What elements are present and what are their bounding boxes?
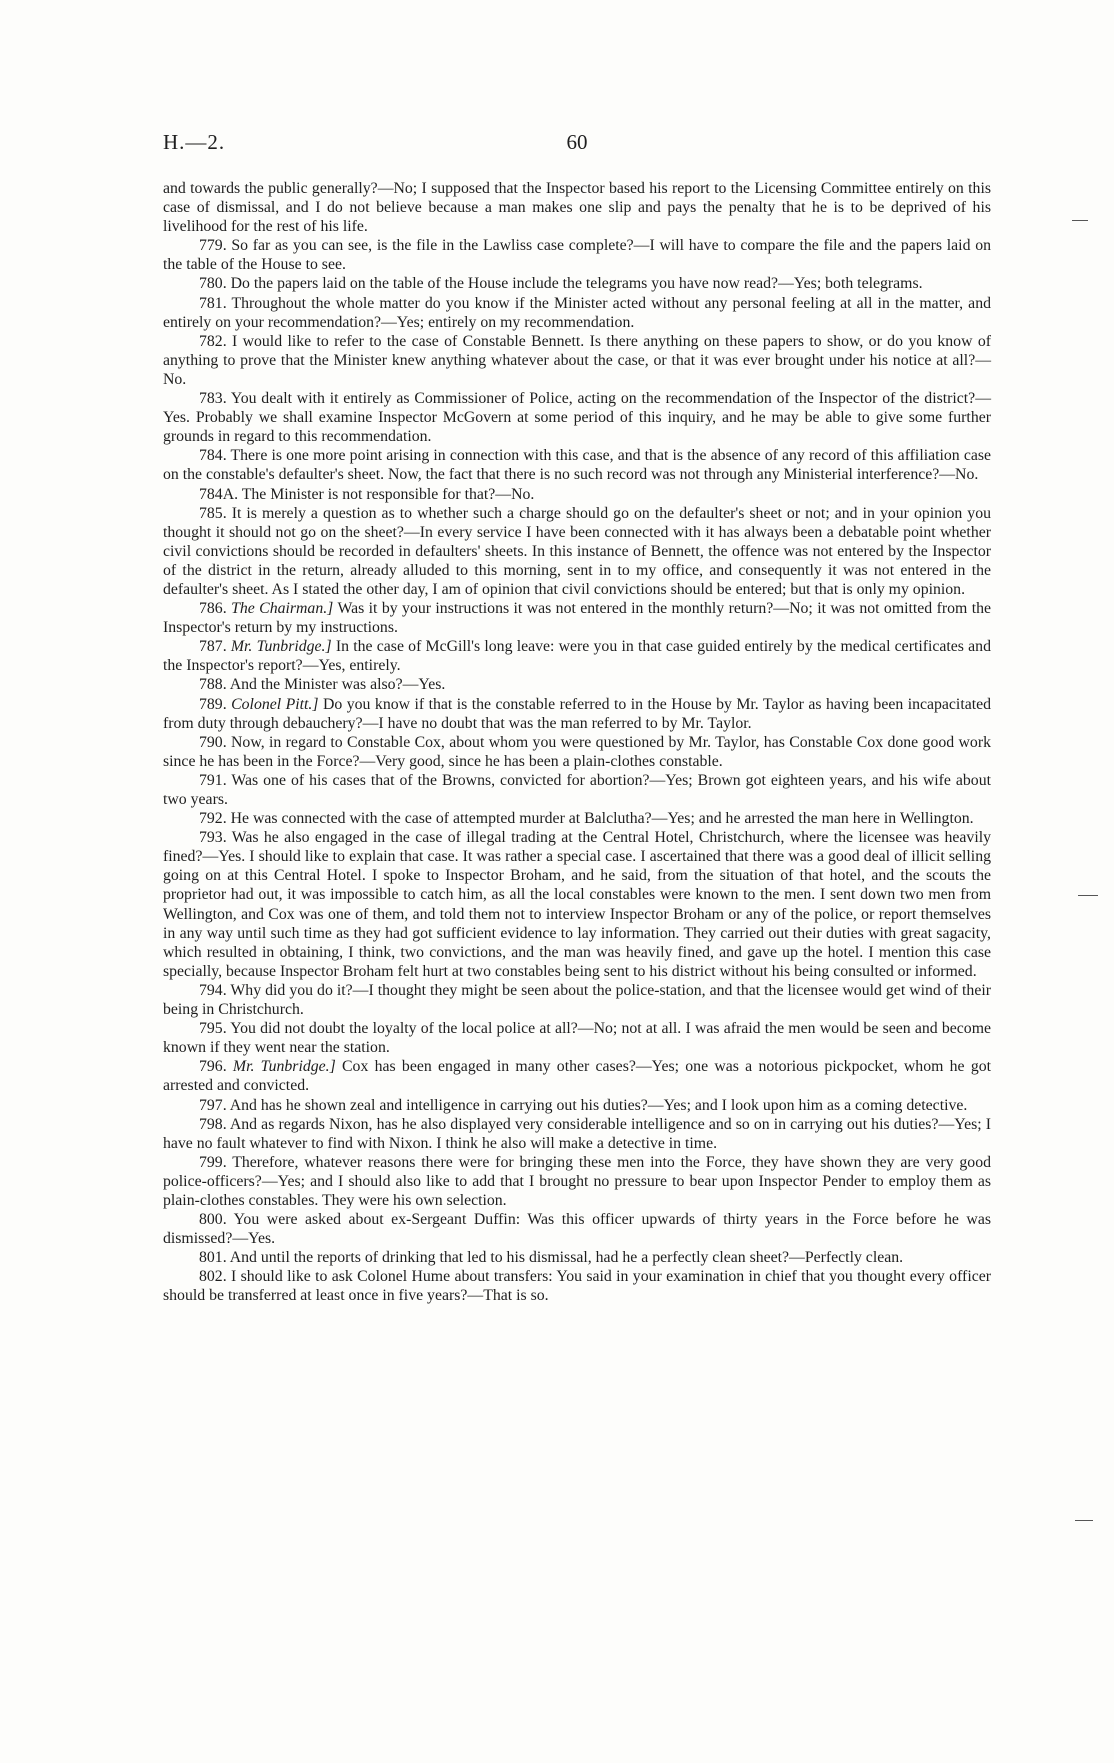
paragraph: [163, 675, 991, 694]
document-code: H.—2.: [163, 130, 226, 154]
paragraph: [163, 771, 991, 809]
paragraph-text: 781. Throughout the whole matter do you know if the Minister acted without any personal feeling at all in the matter, and entirely on your recommendation?—Yes; entirely on my recommendation.: [163, 294, 991, 331]
paragraph-text: 798. And as regards Nixon, has he also displayed very considerable intelligence and so on in carrying out his duties?—Yes; I have no fault whatever to find with Nixon. I think he also will make a detective in time.: [163, 1115, 991, 1152]
margin-mark: [1075, 1520, 1093, 1521]
paragraph-text: 783. You dealt with it entirely as Commissioner of Police, acting on the recommendation of the Inspector of the district?—Yes. Probably we shall examine Inspector McGovern at some period of this inquiry, and he may be able to give some further grounds in regard to this recommendation.: [163, 390, 991, 446]
speaker-name: The Chairman.]: [231, 600, 334, 618]
paragraph: [163, 236, 991, 274]
paragraph-text: 794. Why did you do it?—I thought they might be seen about the police-station, and that the licensee would get wind of their being in Christchurch.: [163, 981, 991, 1019]
page-header: [163, 130, 991, 160]
paragraph-text: 784. There is one more point arising in connection with this case, and that is the absence of any record of this affiliation case on the constable's defaulter's sheet. Now, the fact that there is no such record was not through any Ministerial interference?—No.: [163, 447, 991, 484]
question-number: 787.: [199, 638, 227, 656]
paragraph-text: 800. You were asked about ex-Sergeant Duffin: Was this officer upwards of thirty years in the Force before he was dismissed?—Yes.: [163, 1211, 991, 1248]
paragraph-text: 797. And has he shown zeal and intelligence in carrying out his duties?—Yes; and I look upon him as a coming detective.: [199, 1096, 968, 1114]
question-number: 789.: [199, 695, 227, 713]
body-text: [163, 179, 991, 1306]
paragraph-text: 792. He was connected with the case of attempted murder at Balclutha?—Yes; and he arrested the man here in Wellington.: [199, 810, 974, 828]
paragraph: [163, 274, 991, 293]
paragraph-text: 790. Now, in regard to Constable Cox, about whom you were questioned by Mr. Taylor, has Constable Cox done good work since he has been in the Force?—Very good, since he has been a plain-clothes constable.: [163, 733, 991, 770]
paragraph-text: 801. And until the reports of drinking that led to his dismissal, had he a perfectly clean sheet?—Perfectly clean.: [199, 1249, 904, 1267]
paragraph: [163, 446, 991, 484]
paragraph: [163, 809, 991, 828]
paragraph-text: 791. Was one of his cases that of the Browns, convicted for abortion?—Yes; Brown got eighteen years, and his wife about two years.: [163, 771, 991, 808]
paragraph-text: 799. Therefore, whatever reasons there were for bringing these men into the Force, they have shown they are very good police-officers?—Yes; and I should also like to add that I brought no pressure to bear upon Inspector Pender to employ them as plain-clothes constables. They were his own selection.: [163, 1153, 991, 1209]
paragraph: [163, 1153, 991, 1210]
paragraph: [163, 599, 991, 637]
paragraph-text: Cox has been engaged in many other cases?—Yes; one was a notorious pickpocket, whom he got arrested and convicted.: [163, 1058, 991, 1095]
margin-mark: [1072, 220, 1088, 221]
paragraph-text: 780. Do the papers laid on the table of the House include the telegrams you have now read?—Yes; both telegrams.: [199, 275, 923, 293]
paragraph-text: and towards the public generally?—No; I supposed that the Inspector based his report to the Licensing Committee entirely on this case of dismissal, and I do not believe because a man makes one slip and pays the penalty that he is to be deprived of his livelihood for the rest of his life.: [163, 180, 991, 236]
paragraph-text: 795. You did not doubt the loyalty of the local police at all?—No; not at all. I was afraid the men would be seen and become known if they went near the station.: [163, 1020, 991, 1057]
paragraph-text: 779. So far as you can see, is the file in the Lawliss case complete?—I will have to compare the file and the papers laid on the table of the House to see.: [163, 237, 991, 274]
paragraph-text: In the case of McGill's long leave: were you in that case guided entirely by the medical certificates and the Inspector's report?—Yes, entirely.: [163, 638, 991, 675]
paragraph: [163, 1096, 991, 1115]
paragraph: [163, 828, 991, 981]
paragraph: [163, 485, 991, 504]
paragraph: [163, 1248, 991, 1267]
paragraph: [163, 1057, 991, 1095]
paragraph: [163, 1115, 991, 1153]
speaker-name: Mr. Tunbridge.]: [230, 638, 332, 656]
paragraph-text: 788. And the Minister was also?—Yes.: [199, 676, 446, 694]
paragraph-text: Was it by your instructions it was not entered in the monthly return?—No; it was not omitted from the Inspector's return by my instructions.: [163, 600, 991, 637]
paragraph: [163, 733, 991, 771]
page-number: 60: [566, 130, 588, 154]
paragraph: [163, 179, 991, 236]
paragraph: [163, 504, 991, 599]
margin-mark: [1078, 895, 1098, 896]
question-number: 796.: [199, 1058, 227, 1076]
speaker-name: Mr. Tunbridge.]: [232, 1058, 336, 1076]
paragraph-text: 784A. The Minister is not responsible for that?—No.: [199, 485, 535, 503]
paragraph: [163, 1210, 991, 1248]
paragraph: [163, 981, 991, 1019]
paragraph: [163, 695, 991, 733]
paragraph-text: 793. Was he also engaged in the case of illegal trading at the Central Hotel, Christchurch, where the licensee was heavily fined?—Yes. I should like to explain that case. It was rather a special case. I ascertained that there was a good deal of illicit selling going on at this Central Hotel. I spoke to Inspector Broham, and he said, from the situation of that hotel, and the scouts the proprietor had out, it was impossible to catch him, as all the local constables were known to the men. I sent down two men from Wellington, and Cox was one of them, and told them not to interview Inspector Broham or any of the police, or report themselves in any way until such time as they had got sufficient evidence to lay information. They carried out their duties with great sagacity, which resulted in obtaining, I think, two convictions, and the man was heavily fined, and gave up the hotel. I mention this case specially, because Inspector Broham felt hurt at two constables being sent to his district without his being consulted or informed.: [163, 829, 991, 980]
paragraph: [163, 389, 991, 446]
paragraph: [163, 294, 991, 332]
paragraph-text: 802. I should like to ask Colonel Hume about transfers: You said in your examination in chief that you thought every officer should be transferred at least once in five years?—That is so.: [163, 1268, 991, 1305]
paragraph: [163, 332, 991, 389]
speaker-name: Colonel Pitt.]: [231, 695, 319, 713]
paragraph: [163, 1019, 991, 1057]
paragraph-text: 782. I would like to refer to the case of Constable Bennett. Is there anything on these papers to show, or do you know of anything to prove that the Minister knew anything whatever about the case, or that it was ever brought under his notice at all?—No.: [163, 332, 991, 388]
paragraph: [163, 1267, 991, 1305]
paragraph-text: Do you know if that is the constable referred to in the House by Mr. Taylor as having been incapacitated from duty through debauchery?—I have no doubt that was the man referred to by Mr. Taylor.: [163, 695, 992, 732]
question-number: 786.: [199, 600, 227, 618]
paragraph-text: 785. It is merely a question as to whether such a charge should go on the defaulter's sheet or not; and in your opinion you thought it should not go on the sheet?—In every service I have been connected with it has always been a debatable point whether civil convictions should be recorded in defaulters' sheets. In this instance of Bennett, the offence was not entered by the Inspector of the district in the return, already alluded to this morning, sent in to my office, and consequently it was not entered in the defaulter's sheet. As I stated the other day, I am of opinion that civil convictions should be entered; but that is only my opinion.: [163, 504, 991, 598]
paragraph: [163, 637, 991, 675]
